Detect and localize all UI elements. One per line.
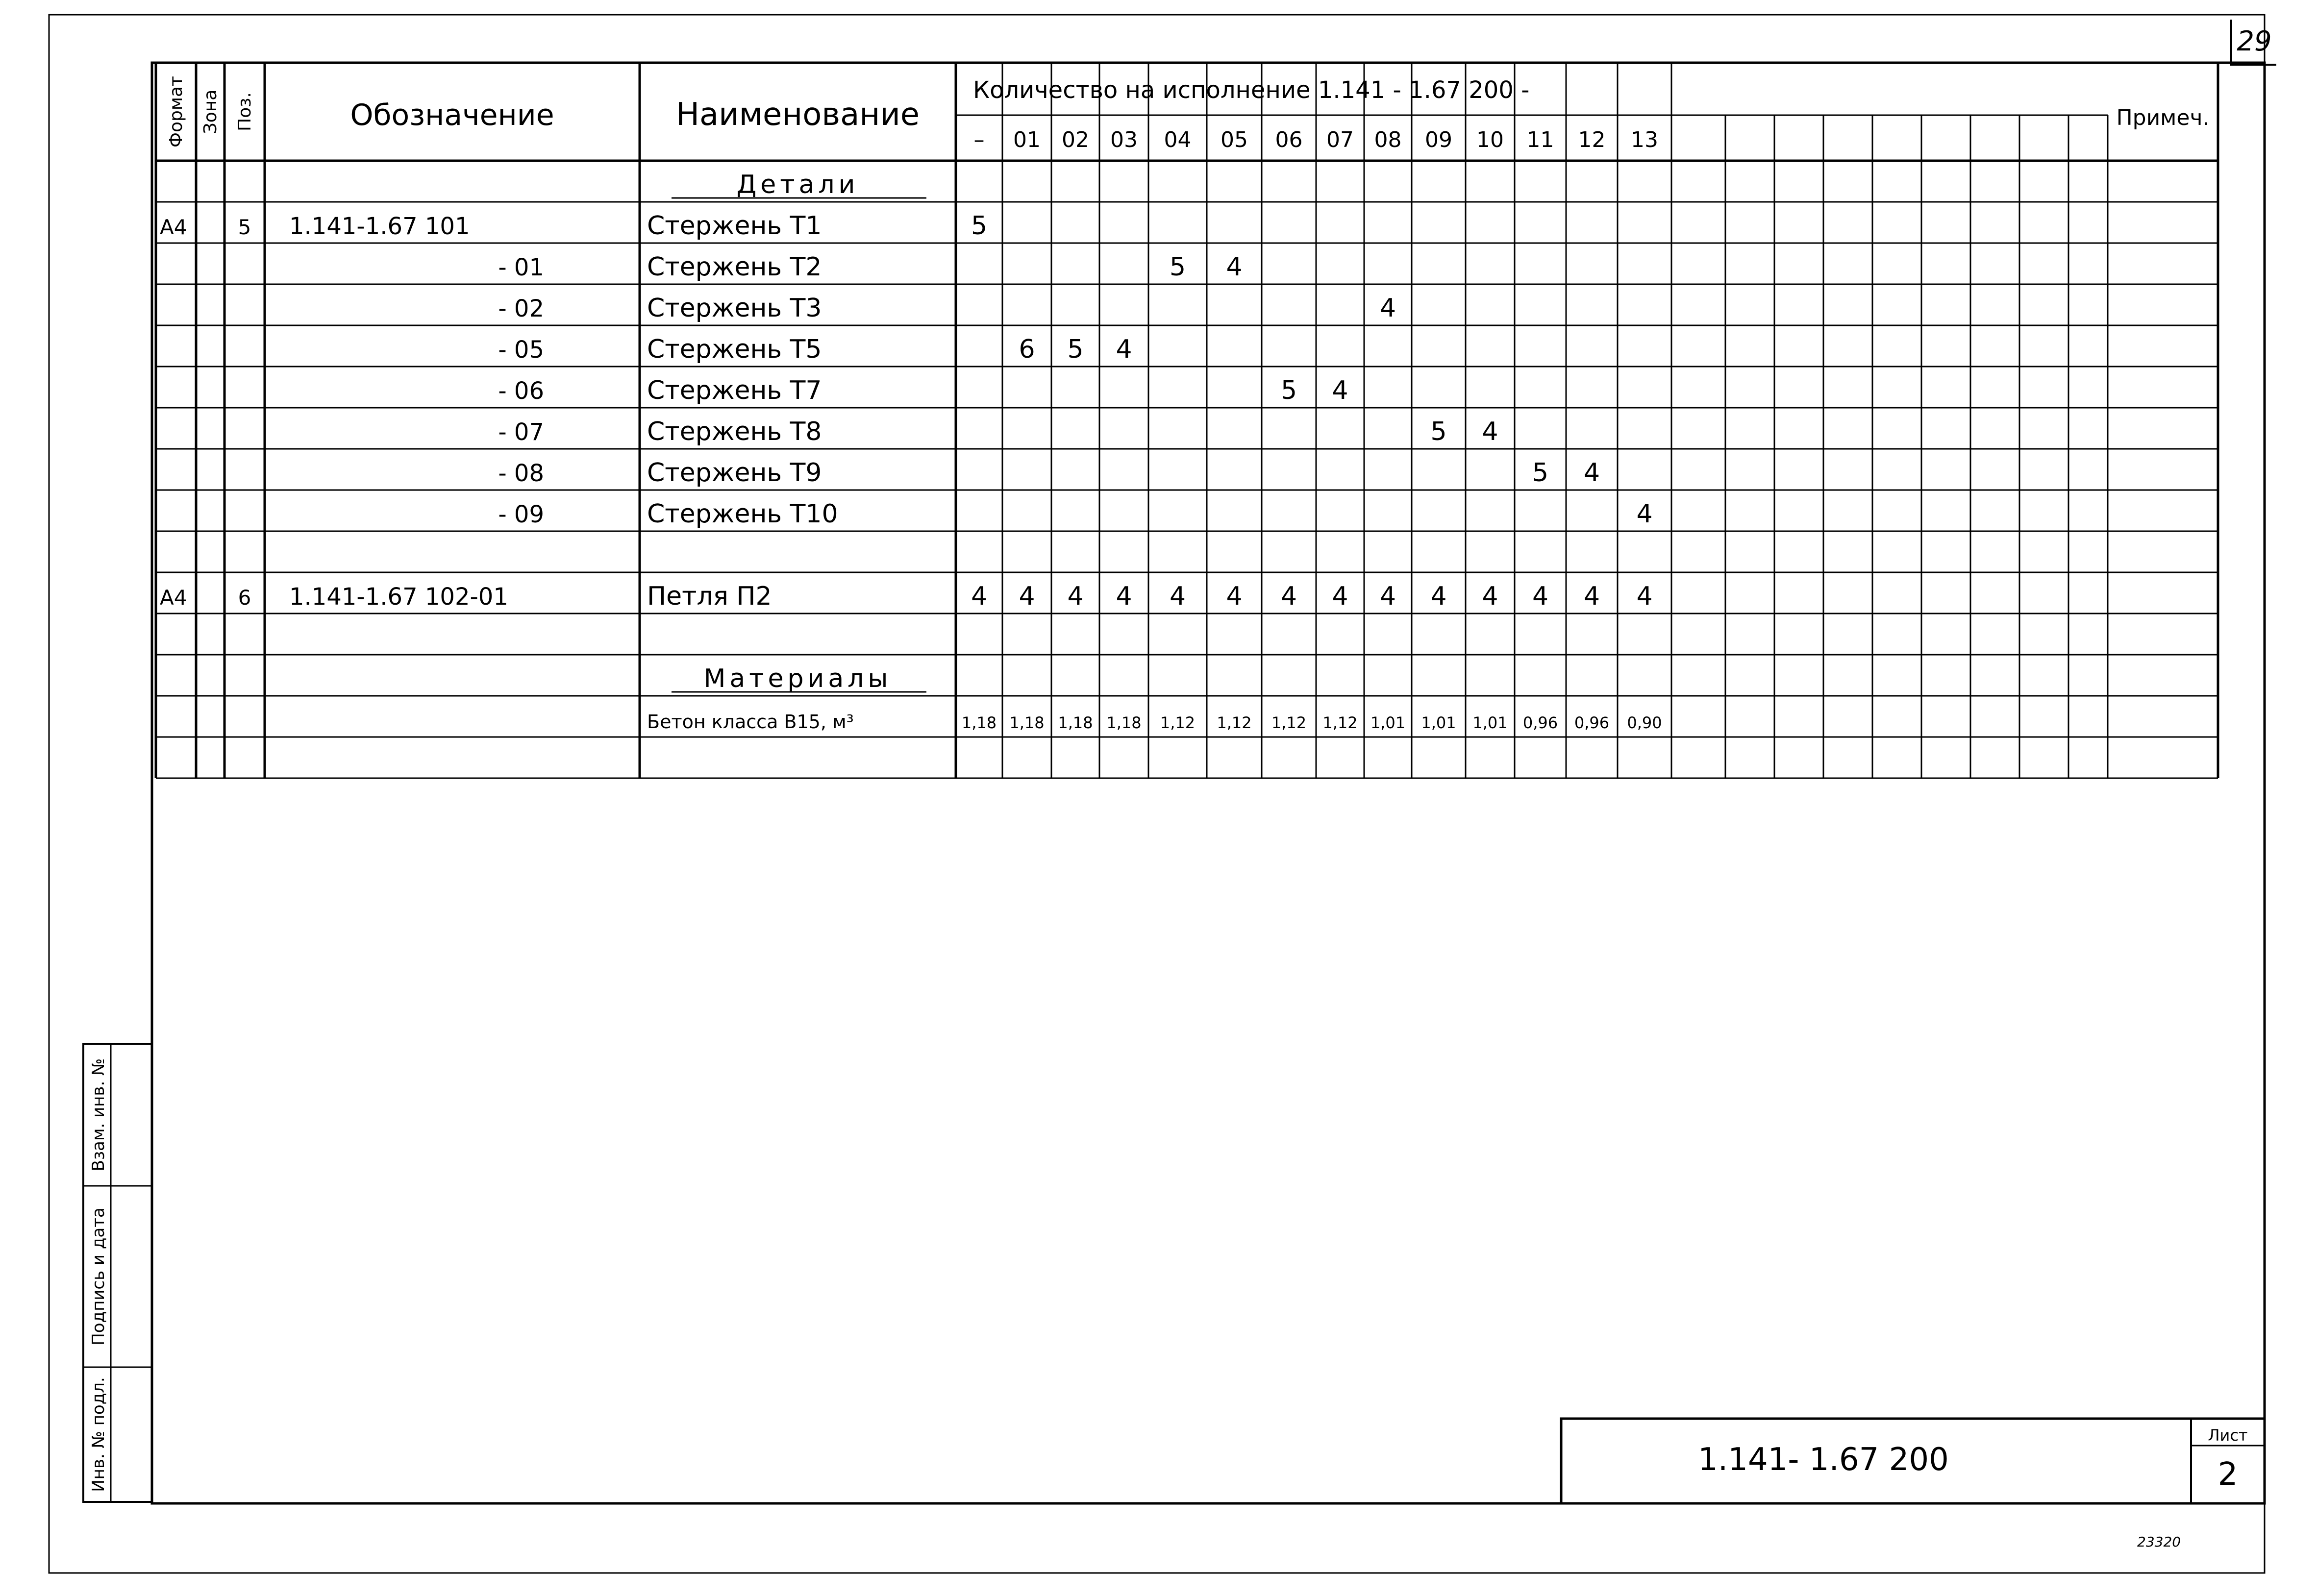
quantity-cell: 1,01	[1472, 713, 1508, 732]
quantity-cell: 0,96	[1574, 713, 1610, 732]
stamp-inv-original: Инв. № подл.	[89, 1377, 108, 1492]
quantity-cell: 5	[1430, 417, 1447, 446]
section-heading: Детали	[736, 170, 859, 199]
cell-name: Стержень Т10	[647, 499, 838, 529]
quantity-cell: 4	[1583, 582, 1600, 611]
header-pos: Поз.	[235, 92, 255, 131]
quantity-cell: 4	[1019, 582, 1035, 611]
quantity-cell: 1,18	[1058, 713, 1093, 732]
quantity-cell: 1,12	[1217, 713, 1252, 732]
stamp-signature-date: Подпись и дата	[89, 1207, 108, 1346]
quantity-cell: 4	[1226, 252, 1243, 282]
cell-name: Стержень Т2	[647, 252, 822, 282]
variant-label: 04	[1164, 127, 1192, 152]
variant-label: 08	[1374, 127, 1402, 152]
quantity-cell: 5	[1169, 252, 1186, 282]
quantity-cell: 1,18	[1009, 713, 1045, 732]
variant-label: 05	[1221, 127, 1248, 152]
cell-designation: - 09	[498, 501, 544, 528]
quantity-cell: 4	[1583, 458, 1600, 488]
cell-name: Стержень Т9	[647, 458, 822, 488]
quantity-cell: 4	[1636, 582, 1653, 611]
quantity-cell: 4	[971, 582, 988, 611]
variant-label: 06	[1275, 127, 1303, 152]
title-sheet-number: 2	[2217, 1456, 2238, 1493]
cell-pos: 6	[238, 586, 251, 610]
variant-label: –	[973, 127, 985, 152]
cell-format: А4	[160, 215, 187, 239]
cell-designation: - 01	[498, 254, 544, 281]
quantity-cell: 1,01	[1421, 713, 1456, 732]
quantity-cell: 1,18	[961, 713, 997, 732]
quantity-cell: 1,12	[1271, 713, 1307, 732]
quantity-cell: 1,12	[1160, 713, 1196, 732]
page-number: 29	[2230, 20, 2276, 66]
quantity-cell: 4	[1332, 582, 1348, 611]
cell-name: Стержень Т7	[647, 376, 822, 405]
quantity-cell: 4	[1430, 582, 1447, 611]
cell-name: Стержень Т5	[647, 335, 822, 364]
variant-label: 09	[1425, 127, 1452, 152]
variant-label: 02	[1062, 127, 1089, 152]
quantity-cell: 4	[1332, 376, 1348, 405]
cell-name: Петля П2	[647, 582, 772, 611]
header-zone: Зона	[200, 89, 221, 134]
title-doc-number: 1.141- 1.67 200	[1698, 1442, 1949, 1478]
cell-name: Бетон класса В15, м³	[647, 711, 854, 733]
header-quantity: Количество на исполнение 1.141 - 1.67 200 -	[973, 76, 1530, 104]
quantity-cell: 4	[1636, 499, 1653, 529]
cell-designation: - 06	[498, 377, 544, 405]
quantity-cell: 6	[1019, 335, 1035, 364]
stamp-vzam: Взам. инв. №	[89, 1058, 108, 1172]
corner-stamp: 23320	[2137, 1534, 2181, 1550]
quantity-cell: 4	[1226, 582, 1243, 611]
quantity-cell: 4	[1532, 582, 1549, 611]
inner-frame	[152, 63, 2265, 1503]
quantity-cell: 4	[1067, 582, 1084, 611]
quantity-cell: 5	[1532, 458, 1549, 488]
variant-label: 07	[1326, 127, 1354, 152]
quantity-cell: 4	[1116, 335, 1132, 364]
header-name: Наименование	[675, 97, 920, 133]
section-heading: Материалы	[703, 664, 892, 693]
quantity-cell: 4	[1116, 582, 1132, 611]
variant-label: 11	[1526, 127, 1554, 152]
cell-designation: 1.141-1.67 102-01	[289, 583, 508, 611]
cell-designation: - 07	[498, 418, 544, 446]
cell-name: Стержень Т1	[647, 211, 822, 241]
variant-label: 13	[1631, 127, 1658, 152]
cell-name: Стержень Т3	[647, 294, 822, 323]
cell-designation: - 08	[498, 460, 544, 487]
cell-designation: 1.141-1.67 101	[289, 213, 470, 240]
cell-format: А4	[160, 586, 187, 610]
cell-designation: - 05	[498, 336, 544, 364]
quantity-cell: 1,12	[1322, 713, 1358, 732]
quantity-cell: 5	[1067, 335, 1084, 364]
quantity-cell: 0,96	[1522, 713, 1558, 732]
variant-label: 10	[1476, 127, 1504, 152]
variant-label: 01	[1013, 127, 1041, 152]
outer-frame	[49, 15, 2265, 1573]
quantity-cell: 1,18	[1106, 713, 1142, 732]
quantity-cell: 4	[1379, 582, 1396, 611]
title-sheet-label: Лист	[2208, 1426, 2248, 1445]
header-note: Примеч.	[2116, 105, 2210, 130]
header-designation: Обозначение	[350, 98, 554, 132]
quantity-cell: 5	[971, 211, 988, 241]
variant-label: 12	[1578, 127, 1606, 152]
quantity-cell: 1,01	[1370, 713, 1406, 732]
cell-name: Стержень Т8	[647, 417, 822, 446]
cell-pos: 5	[238, 215, 251, 239]
quantity-cell: 4	[1280, 582, 1297, 611]
quantity-cell: 4	[1379, 294, 1396, 323]
quantity-cell: 4	[1482, 417, 1498, 446]
quantity-cell: 5	[1280, 376, 1297, 405]
quantity-cell: 0,90	[1627, 713, 1662, 732]
quantity-cell: 4	[1482, 582, 1498, 611]
header-format: Формат	[166, 75, 186, 148]
quantity-cell: 4	[1169, 582, 1186, 611]
variant-label: 03	[1110, 127, 1138, 152]
cell-designation: - 02	[498, 295, 544, 322]
